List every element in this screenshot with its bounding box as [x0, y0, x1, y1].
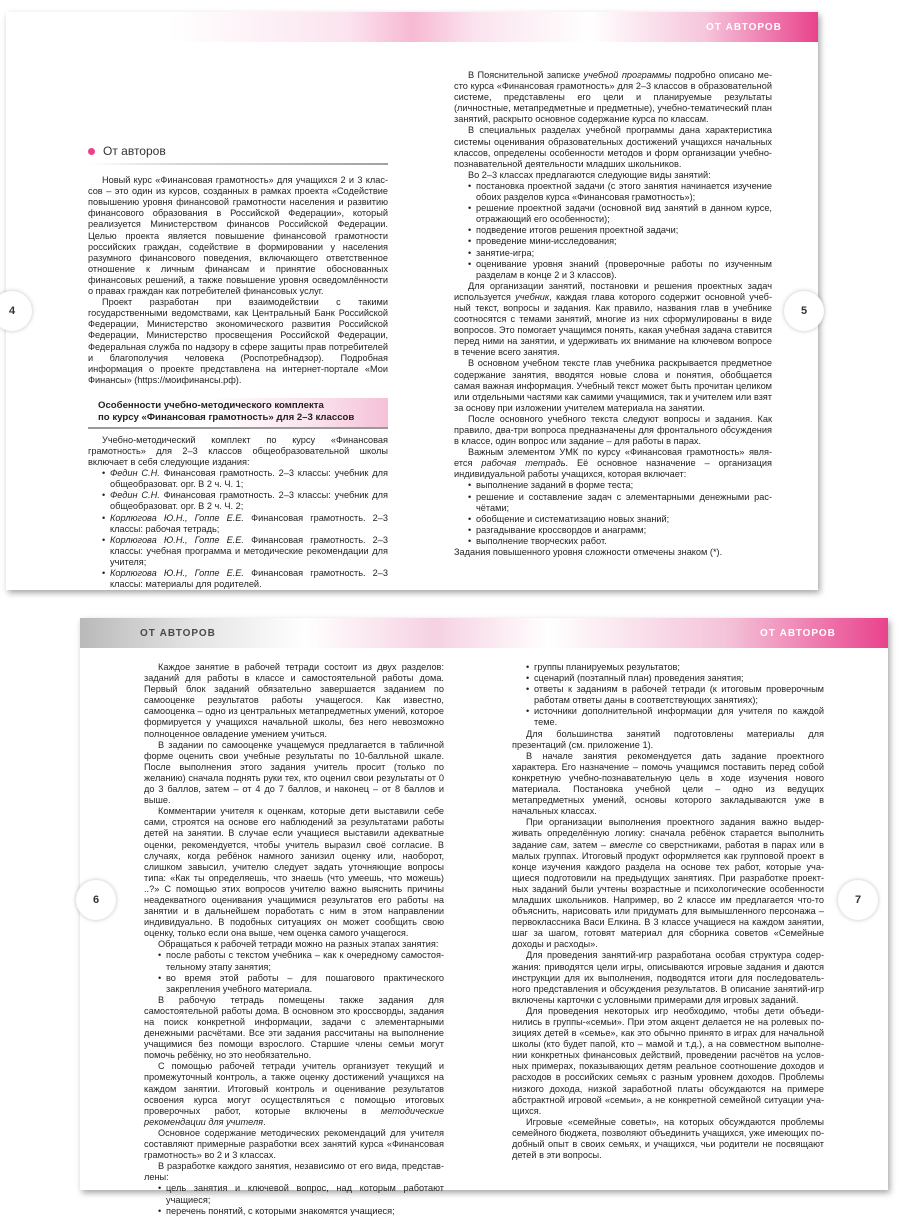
- paragraph: Учебно-методический комплект по курсу «Финансовая грамотность» для 2–3 классов общеобразовательной школы включает в себя следующие издания:: [88, 434, 388, 468]
- paragraph: Для проведения некоторых игр необходимо, чтобы дети объединились в группы-«семьи». При этом акцент делается не на ролевых позициях детей в «семье», как это обычно принято в играх для начальной школы (кто будет папой, кто – мамой и т.д.), а на совместном выполнении конкретных финансовых действий, проведении расчётов на условных примерах, показывающих детям реальное соотношение доходов и расходов в российских семьях с разным уровнем доходов. Проблемы низкого дохода, низкой заработной платы обсуждаются на примере абстрактной игровой «семьи», а не конкретной семейной ситуации учащихся.: [512, 1005, 824, 1116]
- paragraph: В разработке каждого занятия, независимо от его вида, представлены:: [144, 1161, 444, 1183]
- list-item: • выполнение заданий в форме теста;: [468, 480, 772, 491]
- list-item: • решение проектной задачи (основной вид занятий в данном курсе, отражающий его особенности);: [468, 203, 772, 225]
- paragraph: Комментарии учителя к оценкам, которые дети выставили себе сами, строятся на основе его наблюдений за результатами работы детей на занятии. В случае если учащиеся выставили адекватные оценки, рекомендуется, чтобы учитель выразил своё согласие. В случаях, когда ребёнок намного занизил оценку или, наоборот, слишком завысил, учителю следует задать уточняющие вопросы типа: «Как ты определяешь, что знаешь (что умеешь, что можешь) ..?» С помощью этих вопросов учителю важно выяснить причины неадекватного оценивания учащимися результатов его работы на занятии и в дальнейшем поработать с ним в этом направлении индивидуально. В подобных ситуациях он может сообщить свою оценку, только если она выше, чем оценка самого учащегося.: [144, 806, 444, 939]
- list-item: • решение и составление задач с элементарными денежными расчётами;: [468, 492, 772, 514]
- list-item: • Корлюгова Ю.Н., Гоппе Е.Е. Финансовая грамотность. 2–3 классы: рабочая тетрадь;: [102, 513, 388, 535]
- list-item: • подведение итогов решения проектной задачи;: [468, 225, 772, 236]
- paragraph: Для проведения занятий-игр разработана особая структура содержания: приводятся цели игры, описываются игровые задания и даются инструкции для их выполнения, подводятся итоги для последовательного представления и обсуждения результатов. В описание занятий-игр включены карточки с условными примерами для игровых заданий.: [512, 950, 824, 1005]
- list-item: • Федин С.Н. Финансовая грамотность. 2–3 классы: учебник для общеобразоват. орг. В 2 ч. Ч. 2;: [102, 490, 388, 512]
- list-item: • проведение мини-исследования;: [468, 236, 772, 247]
- list-item: • Корлюгова Ю.Н., Гоппе Е.Е. Финансовая грамотность. 2–3 классы: учебная программа и методические рекомендации для учителя;: [102, 535, 388, 568]
- right-page-column: [512, 662, 824, 1161]
- running-head-right: ОТ АВТОРОВ: [760, 628, 836, 639]
- paragraph: В рабочую тетрадь помещены также задания для самостоятельной работы дома. В основном это кроссворды, задания на поиск конкретной информации, задачи с элементарными денежными расчётами. Все эти задания рассчитаны на выполнение учащимися без помощи взрослого. Старшие члены семьи могут помочь ребёнку, но это необязательно.: [144, 994, 444, 1061]
- paragraph: Важным элементом УМК по курсу «Финансовая грамотность» является рабочая тетрадь. Её основное назначение – организация индивидуальной работы учащихся, которая включает:: [454, 447, 772, 480]
- paragraph: Обращаться к рабочей тетради можно на разных этапах занятия:: [158, 939, 439, 950]
- title-rule: [88, 163, 388, 165]
- paragraph: После основного учебного текста следуют вопросы и задания. Как правило, два-три вопроса предназначены для фронтального обсуждения в классе, один вопрос или задание – для работы в парах.: [454, 413, 772, 447]
- paragraph: Для организации занятий, постановки и решения проектных задач используется учебник, каждая глава которого содержит основной учебный текст, вопросы и задания. Как правило, названия глав в учебнике соотносятся с темами занятий, многие из них сформулированы в виде вопросов. Это помогает учащимся понять, какая учебная задача ставится перед ними на занятии, и удерживать их внимание на ключевом вопросе в течение всего занятия.: [454, 280, 772, 358]
- bullet-dot-icon: [88, 148, 95, 155]
- list-item: • Корлюгова Ю.Н., Гоппе Е.Е. Финансовая грамотность. 2–3 классы: материалы для родителей.: [102, 568, 388, 590]
- list-item: • после работы с текстом учебника – как к очередному самостоятельному этапу занятия;: [158, 950, 444, 972]
- list-item: • разгадывание кроссвордов и анаграмм;: [468, 525, 772, 536]
- page-number-left: 6: [76, 880, 116, 920]
- stages-list: [144, 950, 444, 994]
- workbook-list: [454, 480, 772, 547]
- paragraph: Каждое занятие в рабочей тетради состоит из двух разделов: заданий для работы в классе и самостоятельной работы дома. Первый блок заданий обязательно завершается заданием по самооценке результатов работы учащегося. Как известно, самооценка – одно из центральных метапредметных умений, которое формируется у учащихся начальной школы, без него невозможно полноценное овладение умением учиться.: [144, 662, 444, 739]
- bottom-spread: [80, 618, 888, 1216]
- list-item: • перечень понятий, с которыми знакомятся учащиеся;: [158, 1206, 444, 1217]
- left-page-column: [88, 146, 388, 590]
- subsection-heading: Особенности учебно-методического комплекта по курсу «Финансовая грамотность» для 2–3 классов: [88, 398, 388, 429]
- paragraph: В начале занятия рекомендуется дать задание проектного характера. Его назначение – помочь учащимся поставить перед собой конкретную учебно-познавательную цель в ходе изучения нового материала. Постановка учебной цели – одно из ведущих метапредметных умений, основы которого закладываются уже в начальных классах.: [512, 750, 824, 817]
- paragraph: С помощью рабочей тетради учитель организует текущий и промежуточный контроль, а также оценку достижений учащихся на каждом занятии. Итоговый контроль и оценивание результатов освоения курса могут осуществляться с помощью итоговых проверочных работ, которые включены в методические рекомендации для учителя.: [144, 1061, 444, 1127]
- list-item: • сценарий (поэтапный план) проведения занятия;: [526, 673, 824, 684]
- paragraph: Основное содержание методических рекомендаций для учителя составляют примерные разработки всех занятий курса «Финансовая грамотность» во 2 и 3 классах.: [144, 1127, 444, 1161]
- header-band: [6, 12, 818, 42]
- kit-list: [88, 468, 388, 590]
- running-head: ОТ АВТОРОВ: [706, 22, 782, 33]
- paragraph: Проект разработан при взаимодействии с такими государственными ведомствами, как Центральный Банк Российской Федерации, Министерство экономического развития Российской Федерации, Министерство просвещения Российской Федерации, Федеральная служба по надзору в сфере защиты прав потребителей и благополучия человека (Роспотребнадзор). Подробная информация о проекте представлена на интернет-портале «Мои Финансы» (https://моифинансы.рф).: [88, 297, 388, 385]
- list-item: • источники дополнительной информации для учителя по каждой теме.: [526, 706, 824, 728]
- list-item: • оценивание уровня знаний (проверочные работы по изученным разделам в конце 2 и 3 классов).: [468, 259, 772, 281]
- page-number-right: 7: [838, 880, 878, 920]
- paragraph: Для большинства занятий подготовлены материалы для презентаций (см. приложение 1).: [512, 728, 824, 750]
- paragraph: Задания повышенного уровня сложности отмечены знаком (*).: [454, 547, 723, 558]
- list-item: • занятие-игра;: [468, 248, 772, 259]
- list-item: • выполнение творческих работ.: [468, 536, 772, 547]
- paragraph: Новый курс «Финансовая грамотность» для учащихся 2 и 3 классов – это один из курсов, созданных в рамках проекта «Содействие повышению уровня финансовой грамотности населения и развитию финансового образования в Российской Федерации», который реализуется Министерством финансов Российской Федерации. Целью проекта является повышение финансовой грамотности российских граждан, содействие в формировании у населения разумного финансового поведения, включающего ответственное отношение к личным финансам и принятие обоснованных финансовых решений, а также повышение уровня осведомлённости о правах граждан как потребителей финансовых услуг.: [88, 175, 388, 297]
- paragraph: Игровые «семейные советы», на которых обсуждаются проблемы семейного бюджета, позволяют объединить учащихся, уже имеющих подобный опыт в своих семьях, и учащихся, чьи родители не посвящают детей в эти вопросы.: [512, 1116, 824, 1161]
- paragraph: Во 2–3 классах предлагаются следующие виды занятий:: [468, 169, 711, 180]
- paragraph: В основном учебном тексте глав учебника раскрывается предметное содержание занятия, вводятся новые слова и понятия, обобщается самая важная информация. Учебный текст может быть прочитан целиком или отдельными частями как самими учащимися, так и учителем или взят за основу при изложении учителем материала на занятии.: [454, 358, 772, 413]
- list-item: • Федин С.Н. Финансовая грамотность. 2–3 классы: учебник для общеобразоват. орг. В 2 ч. Ч. 1;: [102, 468, 388, 490]
- list-item: • постановка проектной задачи (с этого занятия начинается изучение обоих разделов курса «Финансовая грамотность»);: [468, 181, 772, 203]
- top-spread: [6, 12, 818, 590]
- list-item: • группы планируемых результатов;: [526, 662, 824, 673]
- lesson-types-list: [454, 181, 772, 281]
- paragraph: При организации выполнения проектного задания важно выдерживать определённую логику: сначала ребёнок старается выполнить задание сам, затем – вместе со сверстниками, работая в парах или в малых группах. Итоговый продукт оформляется как групповой проект в конце изучения каждого раздела на основе тех работ, которые учащиеся подготовили на предыдущих занятиях. При разработке проектных заданий были учтены возрастные и психологические особенности младших школьников. Например, во 2 классе им предлагается что-то объяснить, нарисовать или придумать для вымышленного персонажа – первоклассника Васи Елкина. В 3 классе учащиеся на каждом занятии, шаг за шагом, готовят материал для сборника советов «Семейные доходы и расходы».: [512, 817, 824, 950]
- page-number-right: 5: [784, 291, 824, 331]
- paragraph: В Пояснительной записке учебной программы подробно описано место курса «Финансовая грамотность» для 2–3 классов в образовательной системе, представлены его цели и планируемые результаты (личностные, метапредметные и предметные), учебно-тематический план занятий, раскрыто основное содержание курса по классам.: [454, 70, 772, 125]
- paragraph: В задании по самооценке учащемуся предлагается в табличной форме оценить свои учебные результаты по 10-балльной шкале. После выполнения этого задания учитель просит (только по желанию) сначала поднять руки тех, кто оценил свои результаты от 0 до 3 баллов, затем – от 4 до 7 баллов, и наконец – от 8 баллов и выше.: [144, 739, 444, 806]
- plan-list: [144, 1183, 444, 1216]
- right-page-column: [454, 70, 772, 558]
- running-head-left: ОТ АВТОРОВ: [140, 628, 216, 639]
- page-number-left: 4: [0, 291, 32, 331]
- list-item: • цель занятия и ключевой вопрос, над которым работают учащиеся;: [158, 1183, 444, 1205]
- plan-list-continued: [512, 662, 824, 729]
- section-title: От авторов: [88, 146, 388, 157]
- paragraph: В специальных разделах учебной программы дана характеристика системы оценивания образовательных достижений учащихся начальных классов, определены особенности методов и форм организации учебно-познавательной деятельности младших школьников.: [454, 125, 772, 169]
- list-item: • во время этой работы – для пошагового практического закрепления учебного материала.: [158, 973, 444, 995]
- list-item: • ответы к заданиям в рабочей тетради (к итоговым проверочным работам ответы даны в соответствующих занятиях);: [526, 684, 824, 706]
- list-item: • обобщение и систематизацию новых знаний;: [468, 514, 772, 525]
- left-page-column: [144, 662, 444, 1217]
